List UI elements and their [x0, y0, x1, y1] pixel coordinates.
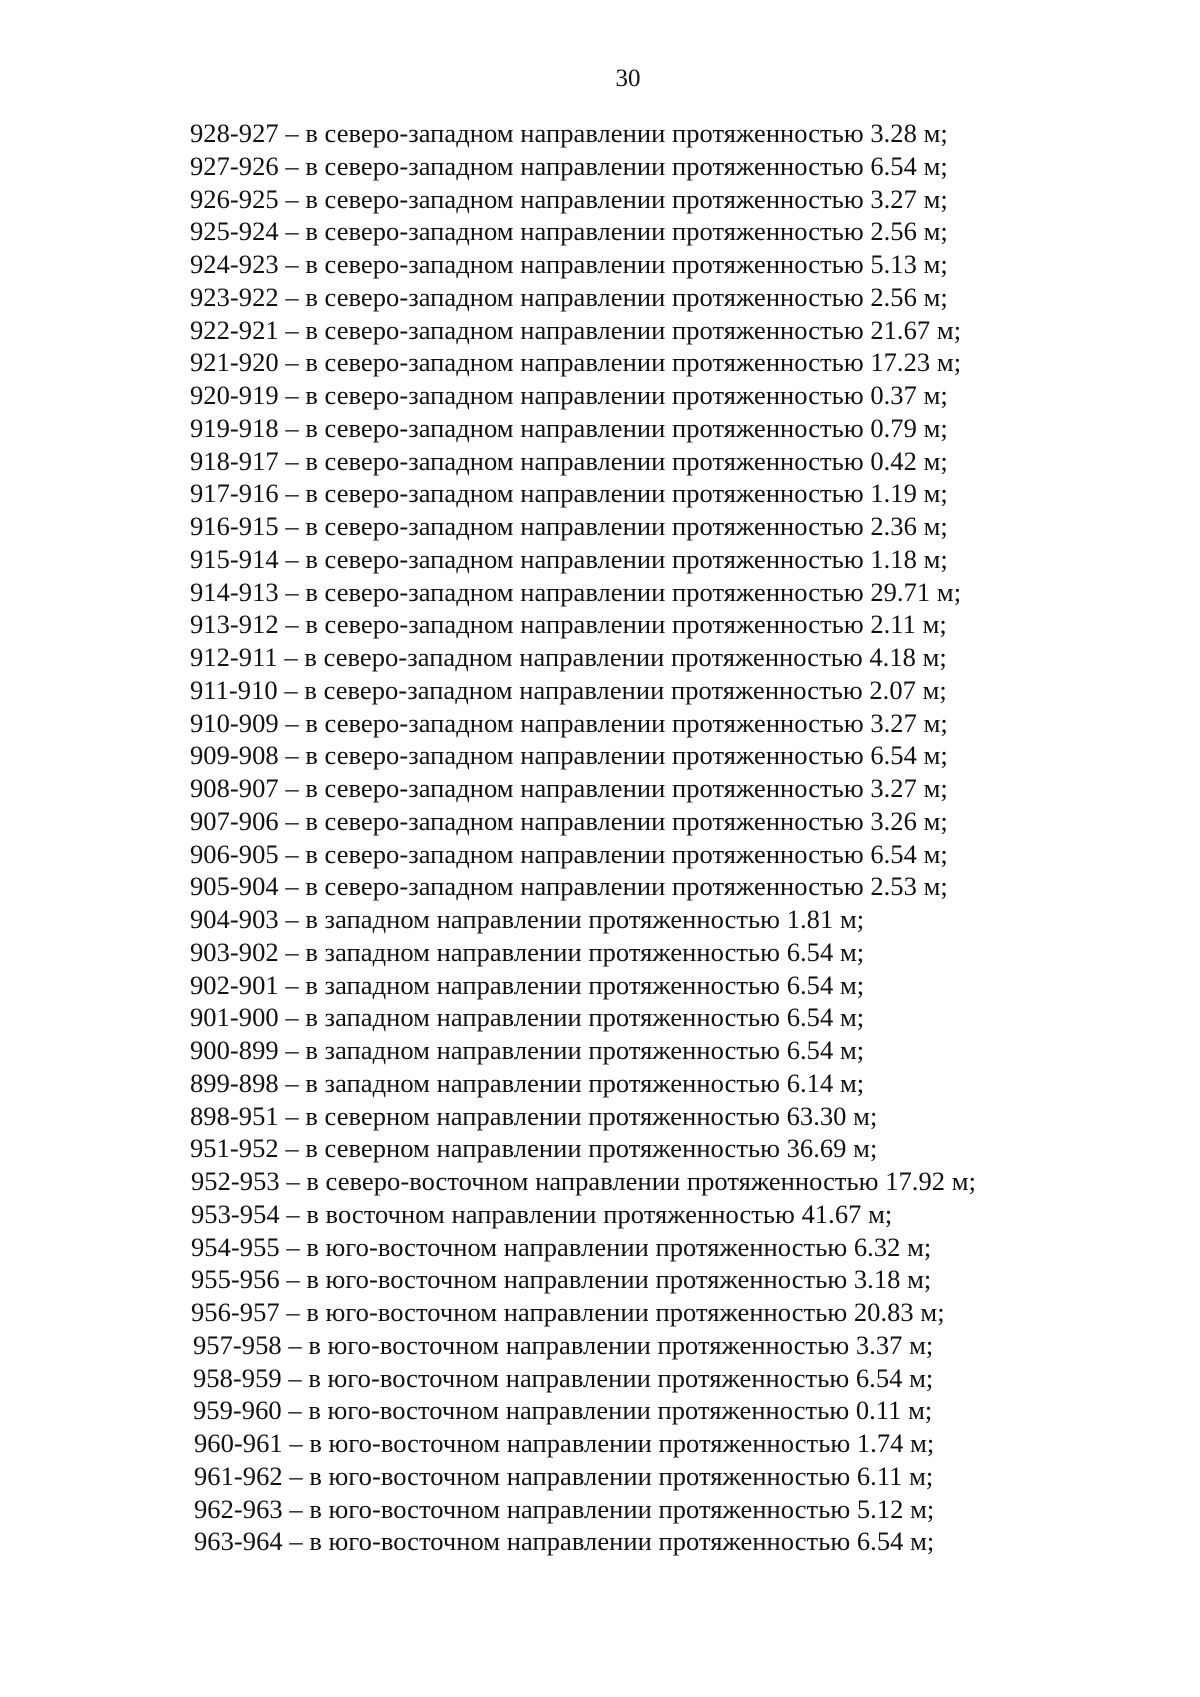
- boundary-line: 922-921 – в северо-западном направлении протяженностью 21.67 м;: [190, 314, 962, 345]
- boundary-line: 958-959 – в юго-восточном направлении протяженностью 6.54 м;: [193, 1362, 934, 1393]
- boundary-line: 901-900 – в западном направлении протяженностью 6.54 м;: [190, 1002, 865, 1033]
- boundary-line: 957-958 – в юго-восточном направлении протяженностью 3.37 м;: [193, 1329, 934, 1360]
- boundary-line: 904-903 – в западном направлении протяженностью 1.81 м;: [190, 904, 865, 934]
- boundary-line: 900-899 – в западном направлении протяженностью 6.54 м;: [190, 1035, 865, 1065]
- boundary-line: 925-924 – в северо-западном направлении протяженностью 2.56 м;: [190, 216, 948, 247]
- boundary-line: 952-953 – в северо-восточном направлении протяженностью 17.92 м;: [191, 1166, 976, 1196]
- page-number: 30: [615, 65, 641, 92]
- boundary-line: 899-898 – в западном направлении протяженностью 6.14 м;: [190, 1067, 865, 1098]
- boundary-line: 915-914 – в северо-западном направлении протяженностью 1.18 м;: [190, 543, 948, 574]
- boundary-line: 917-916 – в северо-западном направлении протяженностью 1.19 м;: [190, 478, 948, 509]
- boundary-line: 913-912 – в северо-западном направлении протяженностью 2.11 м;: [190, 609, 947, 640]
- boundary-description-list: [190, 117, 1090, 1558]
- boundary-line: 923-922 – в северо-западном направлении протяженностью 2.56 м;: [190, 281, 948, 312]
- boundary-line: 921-920 – в северо-западном направлении протяженностью 17.23 м;: [190, 347, 962, 378]
- boundary-line: 907-906 – в северо-западном направлении протяженностью 3.26 м;: [190, 805, 948, 836]
- boundary-line: 903-902 – в западном направлении протяженностью 6.54 м;: [190, 936, 865, 967]
- boundary-line: 924-923 – в северо-западном направлении протяженностью 5.13 м;: [190, 249, 948, 279]
- boundary-line: 961-962 – в юго-восточном направлении протяженностью 6.11 м;: [194, 1460, 934, 1491]
- boundary-line: 912-911 – в северо-западном направлении протяженностью 4.18 м;: [190, 642, 947, 672]
- boundary-line: 927-926 – в северо-западном направлении протяженностью 6.54 м;: [190, 150, 948, 181]
- boundary-line: 906-905 – в северо-западном направлении протяженностью 6.54 м;: [190, 838, 948, 869]
- boundary-line: 902-901 – в западном направлении протяженностью 6.54 м;: [190, 969, 865, 1000]
- boundary-line: 951-952 – в северном направлении протяженностью 36.69 м;: [190, 1133, 878, 1164]
- boundary-line: 928-927 – в северо-западном направлении протяженностью 3.28 м;: [190, 118, 948, 148]
- boundary-line: 962-963 – в юго-восточном направлении протяженностью 5.12 м;: [194, 1493, 935, 1524]
- boundary-line: 909-908 – в северо-западном направлении протяженностью 6.54 м;: [190, 740, 948, 771]
- boundary-line: 908-907 – в северо-западном направлении протяженностью 3.27 м;: [190, 773, 948, 803]
- boundary-line: 905-904 – в северо-западном направлении протяженностью 2.53 м;: [190, 871, 948, 902]
- boundary-line: 920-919 – в северо-западном направлении протяженностью 0.37 м;: [190, 380, 948, 410]
- boundary-line: 910-909 – в северо-западном направлении протяженностью 3.27 м;: [190, 707, 948, 738]
- boundary-line: 918-917 – в северо-западном направлении протяженностью 0.42 м;: [190, 445, 948, 476]
- boundary-line: 953-954 – в восточном направлении протяженностью 41.67 м;: [191, 1198, 893, 1229]
- boundary-line: 898-951 – в северном направлении протяженностью 63.30 м;: [190, 1100, 878, 1131]
- boundary-line: 955-956 – в юго-восточном направлении протяженностью 3.18 м;: [191, 1264, 932, 1295]
- boundary-line: 914-913 – в северо-западном направлении протяженностью 29.71 м;: [190, 576, 962, 607]
- boundary-line: 960-961 – в юго-восточном направлении протяженностью 1.74 м;: [194, 1428, 935, 1458]
- boundary-line: 926-925 – в северо-западном направлении протяженностью 3.27 м;: [190, 183, 948, 214]
- boundary-line: 959-960 – в юго-восточном направлении протяженностью 0.11 м;: [193, 1395, 933, 1426]
- boundary-line: 916-915 – в северо-западном направлении протяженностью 2.36 м;: [190, 511, 948, 541]
- boundary-line: 956-957 – в юго-восточном направлении протяженностью 20.83 м;: [191, 1297, 945, 1327]
- boundary-line: 954-955 – в юго-восточном направлении протяженностью 6.32 м;: [191, 1231, 932, 1262]
- boundary-line: 919-918 – в северо-западном направлении протяженностью 0.79 м;: [190, 412, 948, 443]
- boundary-line: 963-964 – в юго-восточном направлении протяженностью 6.54 м;: [194, 1526, 935, 1557]
- boundary-line: 911-910 – в северо-западном направлении протяженностью 2.07 м;: [190, 674, 947, 705]
